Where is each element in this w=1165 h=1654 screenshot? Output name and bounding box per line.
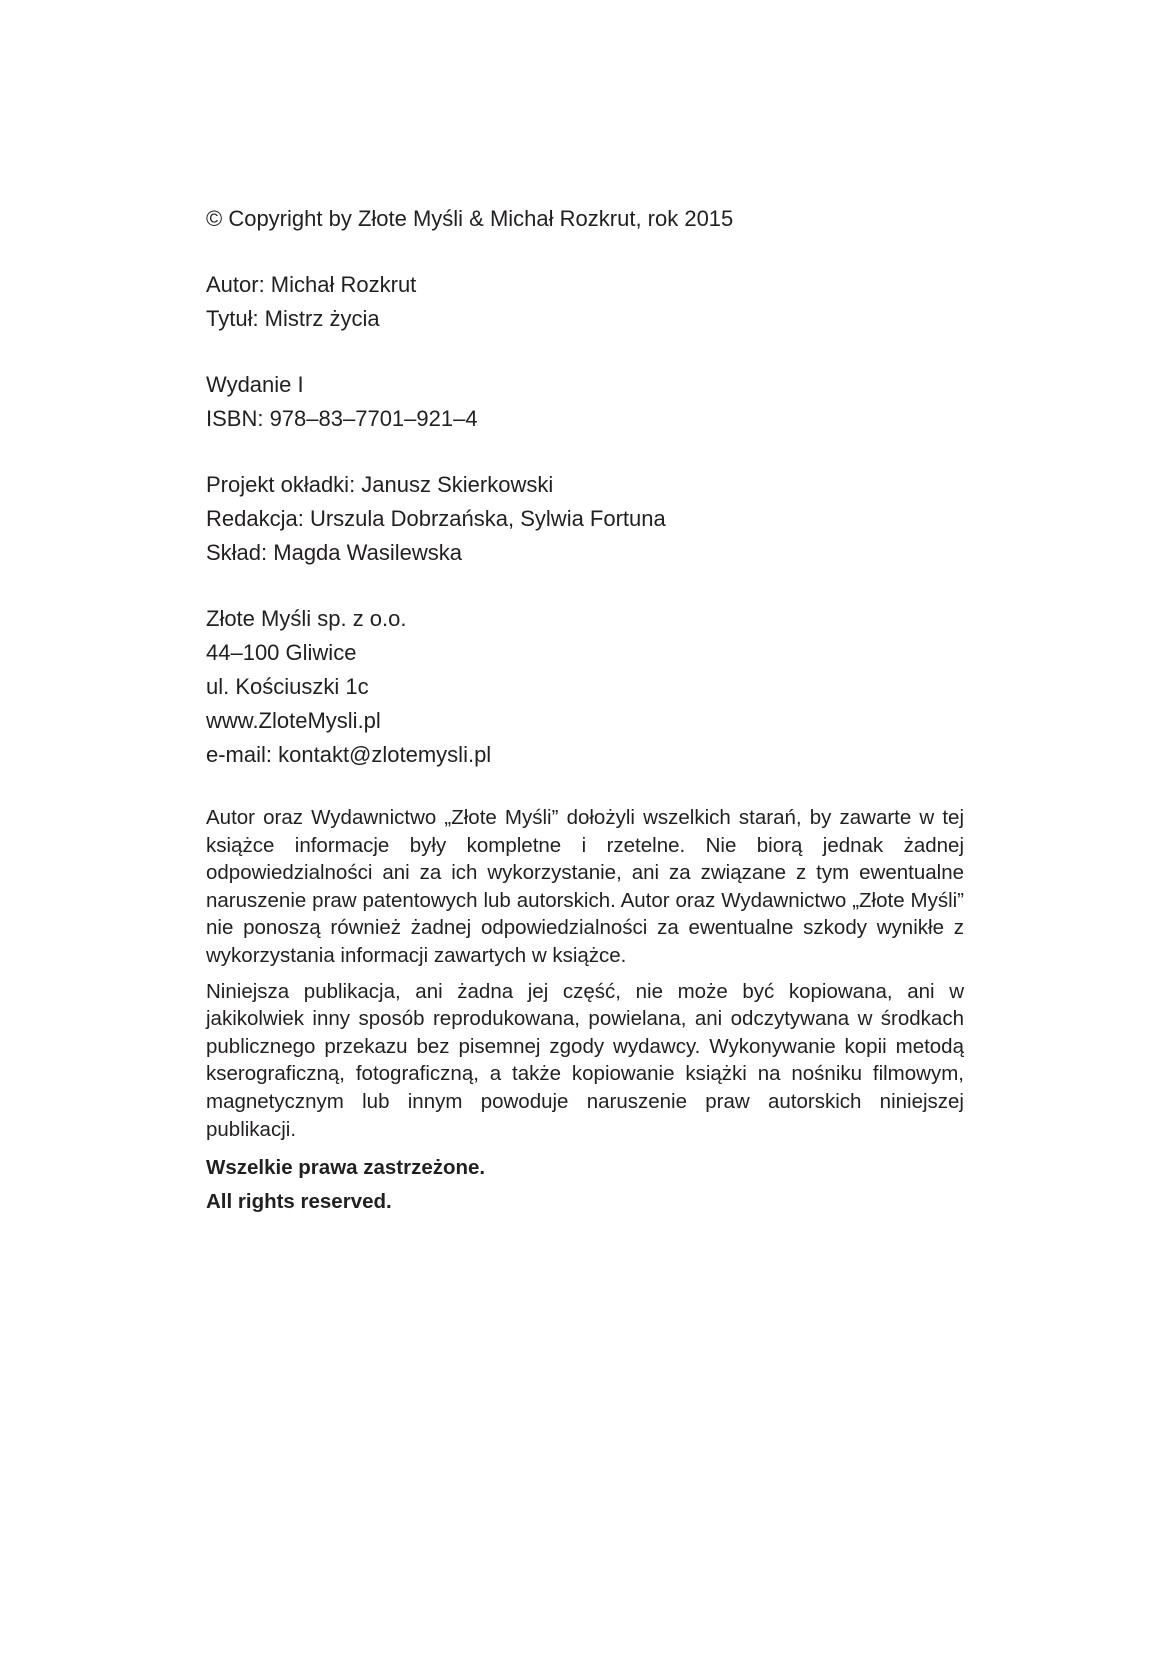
- title-line: Tytuł: Mistrz życia: [206, 306, 380, 331]
- editing-line: Redakcja: Urszula Dobrzańska, Sylwia Fortuna: [206, 506, 666, 531]
- publisher-email: e-mail: kontakt@zlotemysli.pl: [206, 742, 492, 767]
- disclaimer-paragraph: Autor oraz Wydawnictwo „Złote Myśli” dołożyli wszelkich starań, by zawarte w tej książce informacje były kompletne i rzetelne. Nie biorą jednak żadnej odpowiedzialności ani za ich wykorzystanie, ani za związane z tym ewentualne naruszenie praw patentowych lub autorskich. Autor oraz Wydawnictwo „Złote Myśli” nie ponoszą również żadnej odpowiedzialności za ewentualne szkody wynikłe z wykorzystania informacji zawartych w książce.: [206, 806, 964, 967]
- edition-line: Wydanie I: [206, 372, 304, 397]
- publisher-info: [206, 602, 964, 772]
- isbn-line: ISBN: 978–83–7701–921–4: [206, 406, 478, 431]
- book-info: [206, 268, 964, 336]
- publisher-city: 44–100 Gliwice: [206, 640, 357, 665]
- cover-design-line: Projekt okładki: Janusz Skierkowski: [206, 472, 554, 497]
- credits: [206, 468, 964, 570]
- publisher-name: Złote Myśli sp. z o.o.: [206, 606, 407, 631]
- reproduction-paragraph: Niniejsza publikacja, ani żadna jej część, nie może być kopiowana, ani w jakikolwiek inny sposób reprodukowana, powielana, ani odczytywana w środkach publicznego przekazu bez pisemnej zgody wydawcy. Wykonywanie kopii metodą kserograficzną, fotograficzną, a także kopiowanie książki na nośniku filmowym, magnetycznym lub innym powoduje naruszenie praw autorskich niniejszej publikacji.: [206, 979, 964, 1141]
- legal-notice: [206, 804, 964, 1219]
- publisher-website: www.ZloteMysli.pl: [206, 708, 381, 733]
- rights-reserved-en: All rights reserved.: [206, 1190, 392, 1214]
- copyright-notice: © Copyright by Złote Myśli & Michał Rozkrut, rok 2015: [206, 206, 734, 231]
- rights-reserved-pl: Wszelkie prawa zastrzeżone.: [206, 1156, 486, 1180]
- author-line: Autor: Michał Rozkrut: [206, 272, 417, 297]
- publisher-street: ul. Kościuszki 1c: [206, 674, 369, 699]
- page-content: [206, 202, 964, 1219]
- typesetting-line: Skład: Magda Wasilewska: [206, 540, 462, 565]
- edition-info: [206, 368, 964, 436]
